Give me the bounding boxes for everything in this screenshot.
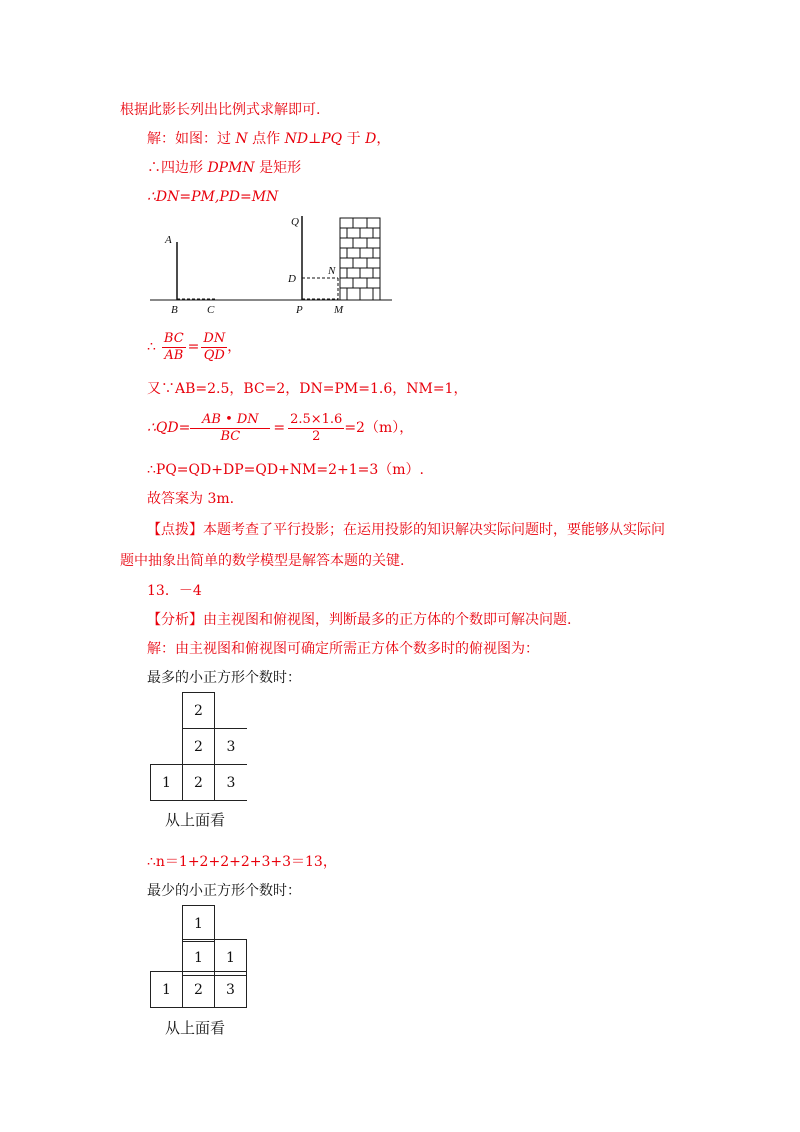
solution-line-4 [147, 188, 278, 206]
label-m: M [334, 304, 344, 316]
text: 是矩形 [254, 160, 302, 176]
solution-line-5 [147, 328, 241, 366]
label-q: Q [291, 216, 299, 228]
fraction-2-5-times-1-6 [288, 412, 344, 445]
min-count-heading [147, 882, 301, 900]
comment-line-2 [120, 552, 404, 570]
solution-13-line-1 [147, 640, 539, 658]
denominator: 2 [312, 428, 321, 444]
label-a: A [165, 234, 172, 246]
grid-cell: 2 [182, 692, 215, 729]
label-b: B [171, 304, 178, 316]
label-p: P [296, 304, 303, 316]
sum-text: ∴n＝1+2+2+2+3+3＝13， [147, 854, 337, 870]
equals-sign: = [187, 339, 200, 355]
denominator: QD [203, 347, 225, 363]
denominator: AB [164, 347, 184, 363]
solution-line-1 [120, 101, 320, 119]
label-c: C [207, 304, 215, 316]
solution-line-2 [147, 130, 390, 148]
solution-line-3 [147, 159, 301, 177]
grid-cell: 3 [214, 971, 247, 1008]
grid-cell: 2 [182, 971, 215, 1008]
grid-cell: 1 [182, 939, 215, 976]
equation-dn-pm: ∴DN=PM,PD=MN [147, 189, 279, 205]
comment-text: 【点拨】本题考查了平行投影；在运用投影的知识解决实际问题时，要能够从实际问 [147, 522, 665, 538]
numerator: DN [203, 330, 226, 346]
result-qd: =2（m）， [344, 420, 414, 436]
answer-text: 故答案为 3m. [147, 491, 235, 507]
analysis-text: 【分析】由主视图和俯视图，判断最多的正方体的个数即可解决问题. [147, 612, 572, 628]
grid-cell: 2 [182, 764, 215, 801]
var-nd: ND [284, 131, 309, 147]
grid-cell: 1 [214, 939, 247, 976]
numerator: 2.5×1.6 [290, 411, 343, 427]
grid-cell: 3 [214, 728, 247, 765]
text-ratio-hint: 根据此影长列出比例式求解即可. [120, 102, 321, 118]
brick-wall [340, 218, 380, 300]
grid-cell: 1 [150, 971, 183, 1008]
comment-text: 题中抽象出简单的数学模型是解答本题的关键. [120, 553, 405, 569]
solution-line-8 [147, 461, 424, 479]
comment-line-1 [147, 521, 665, 539]
question-13-answer [147, 582, 202, 600]
solution-text: 解：由主视图和俯视图可确定所需正方体个数多时的俯视图为： [147, 641, 539, 657]
numerator: BC [163, 330, 184, 346]
heading-text: 最少的小正方形个数时： [147, 883, 301, 899]
text: 于 [342, 131, 366, 147]
qd-label: ∴QD= [147, 420, 191, 436]
perp-symbol: ⊥ [308, 131, 322, 147]
label-n: N [328, 265, 336, 277]
grid-cell: 1 [182, 905, 215, 942]
text: ， [227, 339, 242, 355]
analysis-line [147, 611, 571, 629]
fraction-bc-ab [162, 331, 186, 364]
var-pq: PQ [321, 131, 343, 147]
answer-13: 13．－4 [147, 583, 202, 599]
grid-max-caption: 从上面看 [165, 811, 226, 829]
var-dpmn: DPMN [207, 160, 255, 176]
max-count-heading [147, 669, 301, 687]
numerator: AB • DN [190, 412, 270, 429]
text: ， [376, 131, 391, 147]
text: 点作 [247, 131, 285, 147]
equals-sign: = [273, 420, 286, 436]
grid-cell: 2 [182, 728, 215, 765]
fraction-ab-dn-bc [190, 412, 270, 445]
var-d: D [365, 131, 377, 147]
label-d: D [288, 273, 296, 285]
grid-cell: 1 [150, 764, 183, 801]
therefore-symbol: ∴ [147, 339, 156, 355]
count-equation [147, 853, 337, 871]
text: ∴四边形 [147, 160, 208, 176]
equation-pq: ∴PQ=QD+DP=QD+NM=2+1=3（m）. [147, 462, 424, 478]
grid-min-caption: 从上面看 [165, 1019, 226, 1037]
solution-line-9 [147, 490, 234, 508]
solution-line-6 [147, 380, 467, 398]
var-n: N [235, 131, 248, 147]
text: 解：如图：过 [147, 131, 236, 147]
denominator: BC [220, 428, 241, 444]
grid-cell: 3 [214, 764, 247, 801]
fraction-dn-qd [201, 331, 227, 364]
given-values: 又∵AB=2.5，BC=2，DN=PM=1.6，NM=1， [147, 381, 468, 397]
shadow-figure [145, 212, 405, 322]
solution-line-7 [147, 408, 413, 448]
heading-text: 最多的小正方形个数时： [147, 670, 301, 686]
